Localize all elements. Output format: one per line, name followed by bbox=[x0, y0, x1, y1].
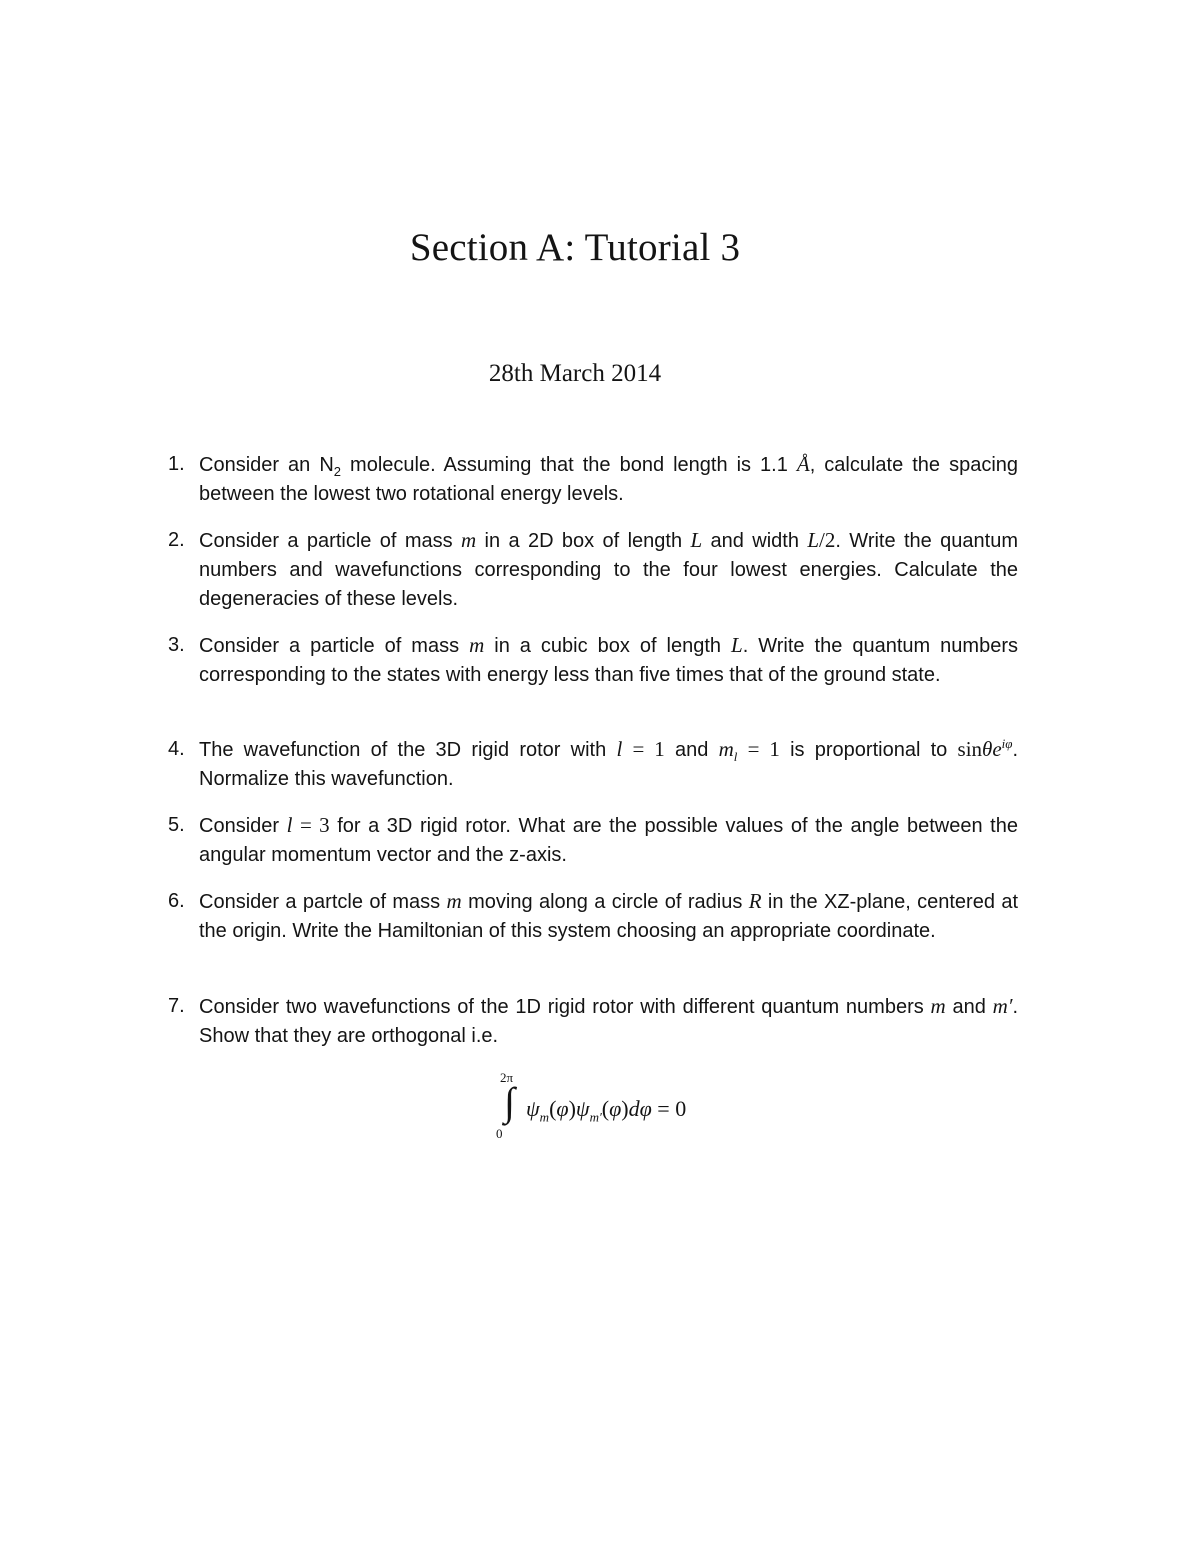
integral-upper-limit: 2π bbox=[500, 1070, 514, 1085]
question-number: 5. bbox=[168, 814, 185, 836]
question-5 bbox=[168, 811, 1018, 870]
question-6 bbox=[168, 887, 1018, 946]
question-text: Consider two wavefunctions of the 1D rigid rotor with different quantum numbers m and m′. Show that they are orthogonal i.e. bbox=[199, 994, 1018, 1047]
question-number: 6. bbox=[168, 890, 185, 912]
question-number: 7. bbox=[168, 995, 185, 1017]
question-4 bbox=[168, 735, 1018, 794]
integral-sign: ∫ bbox=[504, 1079, 515, 1124]
question-2 bbox=[168, 526, 1018, 614]
question-number: 4. bbox=[168, 738, 185, 760]
orthogonality-equation bbox=[480, 1070, 740, 1150]
question-1 bbox=[168, 450, 1018, 509]
question-number: 2. bbox=[168, 529, 185, 551]
integrand-expression: $\psi_m(\varphi)\psi_{m'}(\varphi)d\varphi = 0$ bbox=[526, 1096, 687, 1125]
question-text: Consider a partcle of mass m moving along a circle of radius R in the XZ-plane, centered at the origin. Write the Hamiltonian of this system choosing an appropriate coordinate. bbox=[199, 889, 1019, 942]
integral-lower-limit: 0 bbox=[496, 1126, 503, 1141]
question-number: 3. bbox=[168, 634, 185, 656]
question-3 bbox=[168, 631, 1018, 690]
question-7 bbox=[168, 992, 1018, 1051]
question-number: 1. bbox=[168, 453, 185, 475]
document-date: 28th March 2014 bbox=[488, 360, 662, 387]
question-text: The wavefunction of the 3D rigid rotor with l = 1 and $m_l = 1$ is proportional to sinθe$^{i\varphi}$. Normalize this wavefunction. bbox=[199, 736, 1019, 790]
question-text: Consider a particle of mass m in a cubic box of length L. Write the quantum numbers corresponding to the states with energy less than five times that of the ground state. bbox=[199, 633, 1018, 686]
document-title: Section A: Tutorial 3 bbox=[409, 226, 741, 269]
question-text: Consider an $N_2$ molecule. Assuming that the bond length is 1.1 Å, calculate the spacing between the lowest two rotational energy levels. bbox=[199, 452, 1019, 505]
question-text: Consider a particle of mass m in a 2D box of length L and width L/2. Write the quantum numbers and wavefunctions corresponding to the four lowest energies. Calculate the degeneracies of these levels. bbox=[199, 528, 1018, 610]
question-text: Consider l = 3 for a 3D rigid rotor. What are the possible values of the angle between the angular momentum vector and the z-axis. bbox=[199, 813, 1018, 866]
